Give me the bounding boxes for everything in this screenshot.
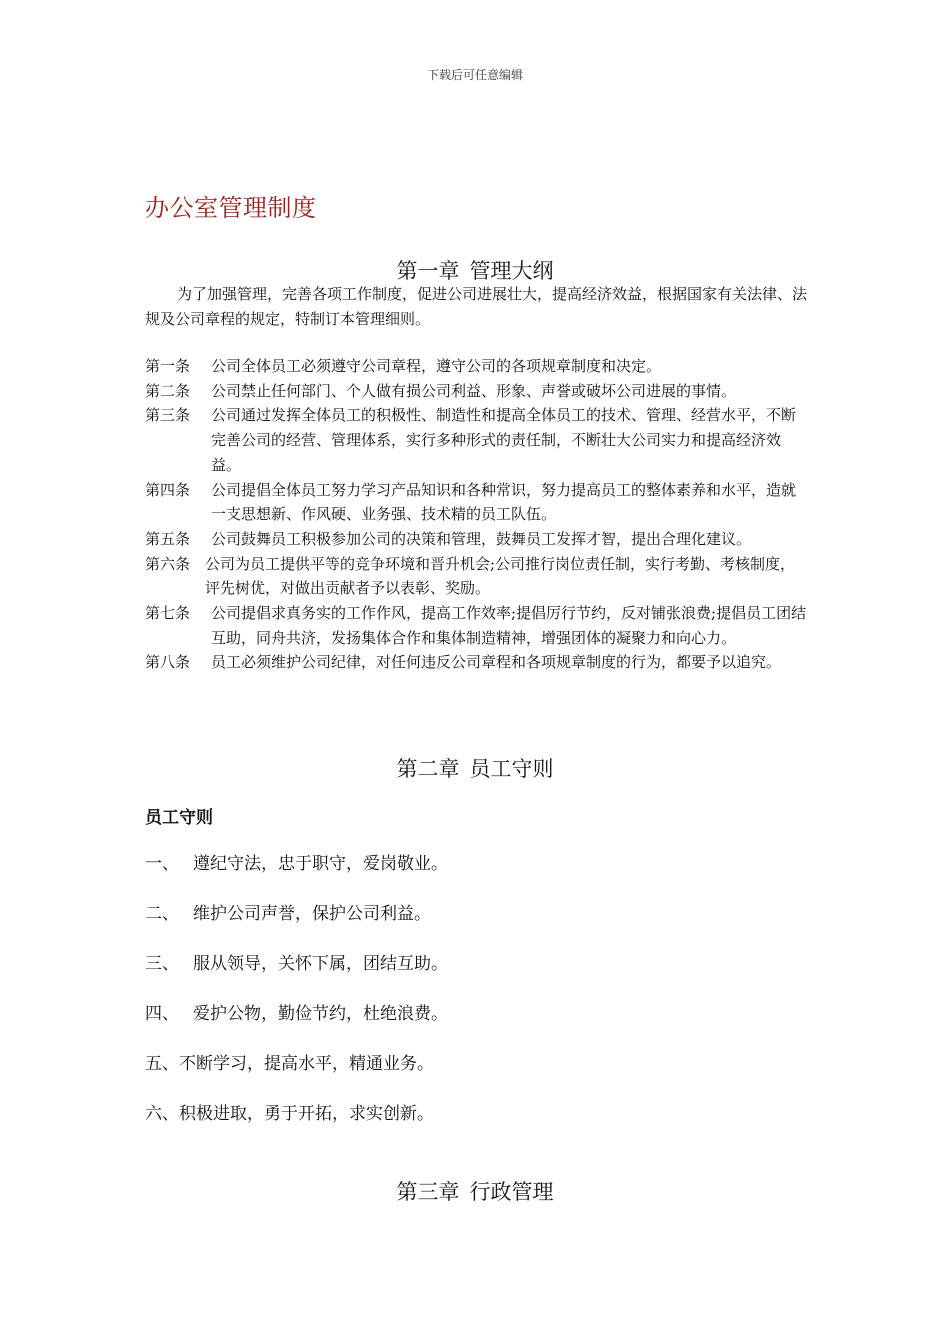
chapter-1-name: 管理大纲	[469, 259, 554, 283]
chapter-2-number: 第二章	[396, 757, 460, 781]
rule-text: 不断学习，提高水平，精通业务。	[179, 1054, 434, 1074]
chapter-3-number: 第三章	[396, 1180, 460, 1204]
article-item	[145, 601, 807, 650]
article-number: 第一条	[145, 357, 191, 375]
article-item	[145, 527, 807, 552]
rule-text: 维护公司声誉，保护公司利益。	[193, 904, 431, 924]
article-number: 第二条	[145, 381, 191, 400]
rule-marker: 六、	[145, 1104, 179, 1124]
document-title: 办公室管理制度	[145, 194, 317, 222]
article-text: 公司通过发挥全体员工的积极性、制造性和提高全体员工的技术、管理、经营水平，不断完善公司的经营、管理体系，实行多种形式的责任制，不断壮大公司实力和提高经济效益。	[211, 406, 797, 474]
article-item	[145, 354, 807, 379]
article-number: 第三条	[145, 406, 191, 425]
header-note: 下载后可任意编辑	[426, 68, 523, 82]
article-number: 第八条	[145, 653, 191, 672]
article-number: 第七条	[145, 604, 191, 623]
rule-text: 积极进取，勇于开拓，求实创新。	[179, 1104, 434, 1124]
article-text: 公司为员工提供平等的竞争环境和晋升机会;公司推行岗位责任制，实行考勤、考核制度，评先树优，对做出贡献者予以表彰、奖励。	[205, 554, 796, 598]
rule-item	[145, 1050, 448, 1100]
rule-item	[145, 1000, 448, 1050]
rule-marker: 三、	[145, 954, 179, 974]
rule-text: 服从领导，关怀下属，团结互助。	[193, 954, 448, 974]
article-number: 第四条	[145, 480, 191, 499]
chapter-3-heading	[0, 1176, 950, 1206]
rules-list	[145, 850, 448, 1150]
article-list	[145, 354, 807, 675]
article-item	[145, 379, 807, 404]
article-text: 公司鼓舞员工积极参加公司的决策和管理，鼓舞员工发挥才智，提出合理化建议。	[211, 529, 752, 548]
article-item	[145, 403, 807, 477]
rule-marker: 五、	[145, 1054, 179, 1074]
rule-text: 爱护公物，勤俭节约，杜绝浪费。	[193, 1004, 448, 1024]
chapter-1-intro: 为了加强管理，完善各项工作制度，促进公司进展壮大，提高经济效益，根据国家有关法律、法规及公司章程的规定，特制订本管理细则。	[145, 285, 808, 328]
article-text: 公司全体员工必须遵守公司章程，遵守公司的各项规章制度和决定。	[211, 357, 662, 375]
article-item	[145, 552, 807, 601]
rule-marker: 一、	[145, 854, 179, 874]
chapter-1-number: 第一章	[396, 259, 460, 283]
article-text: 公司提倡求真务实的工作作风，提高工作效率;提倡厉行节约，反对铺张浪费;提倡员工团结互助，同舟共济，发扬集体合作和集体制造精神，增强团体的凝聚力和向心力。	[211, 604, 807, 647]
article-text: 公司提倡全体员工努力学习产品知识和各种常识，努力提高员工的整体素养和水平，造就一支思想新、作风硬、业务强、技术精的员工队伍。	[211, 480, 797, 524]
rule-item	[145, 850, 448, 900]
rule-item	[145, 950, 448, 1000]
chapter-2-subheading: 员工守则	[145, 808, 213, 828]
article-text: 公司禁止任何部门、个人做有损公司利益、形象、声誉或破坏公司进展的事情。	[211, 381, 737, 400]
rule-item	[145, 900, 448, 950]
rule-item	[145, 1100, 448, 1150]
chapter-3-name: 行政管理	[469, 1180, 554, 1204]
chapter-2-heading	[0, 753, 950, 783]
article-text: 员工必须维护公司纪律，对任何违反公司章程和各项规章制度的行为，都要予以追究。	[211, 653, 782, 672]
chapter-2-name: 员工守则	[469, 757, 554, 781]
rule-marker: 二、	[145, 904, 179, 924]
article-number: 第六条	[145, 554, 191, 573]
rule-marker: 四、	[145, 1004, 179, 1024]
article-item	[145, 650, 807, 675]
article-item	[145, 478, 807, 527]
article-number: 第五条	[145, 529, 191, 548]
rule-text: 遵纪守法，忠于职守，爱岗敬业。	[193, 854, 448, 874]
chapter-1-heading	[0, 255, 950, 285]
